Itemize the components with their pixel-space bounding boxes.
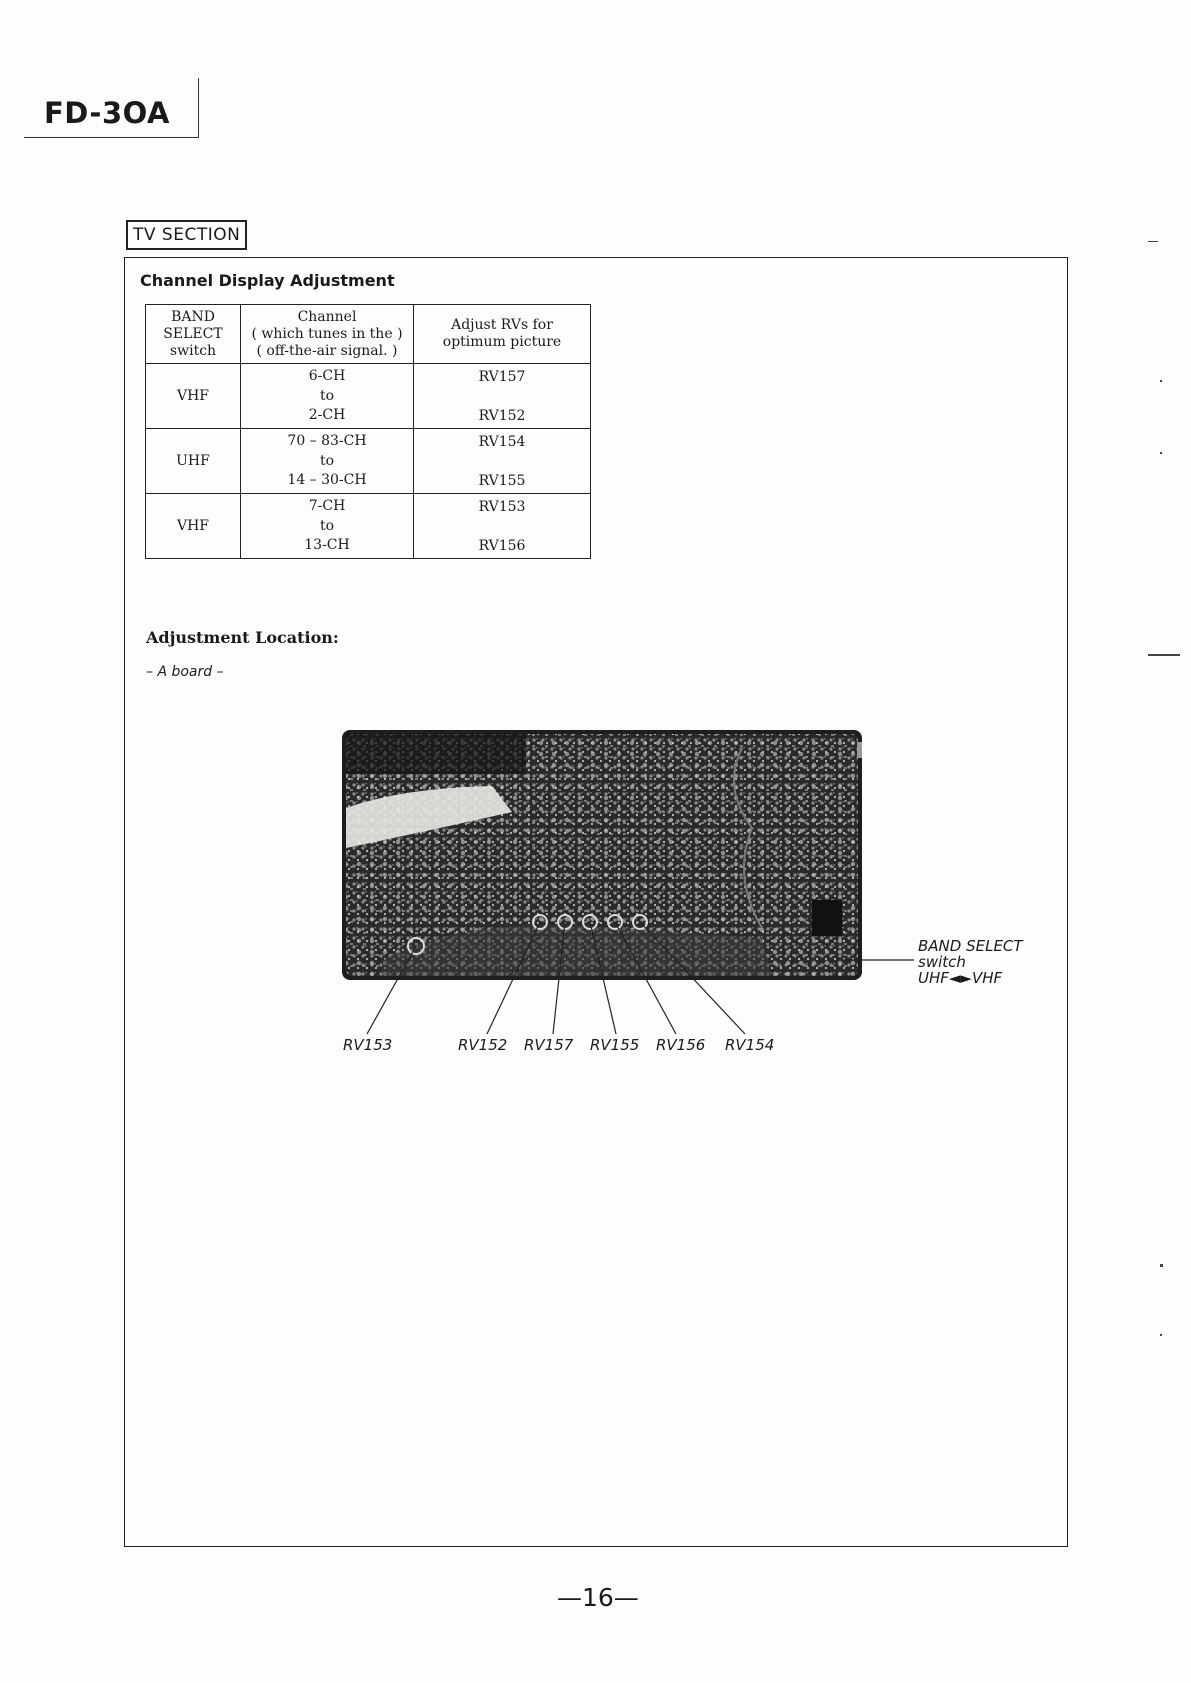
section-tag: TV SECTION	[126, 220, 247, 250]
rv-cell: RV153 RV156	[414, 494, 591, 559]
channel-cell: 7-CH to 13-CH	[241, 494, 414, 559]
model-number: FD-3OA	[44, 96, 170, 130]
rv-cell: RV157 RV152	[414, 364, 591, 429]
channel-cell: 6-CH to 2-CH	[241, 364, 414, 429]
page-number: —16—	[557, 1583, 639, 1612]
label-rv155: RV155	[590, 1036, 640, 1054]
edge-mark	[1160, 1264, 1163, 1267]
channel-adjustment-table	[145, 304, 591, 559]
label-rv154: RV154	[725, 1036, 775, 1054]
label-rv152: RV152	[458, 1036, 508, 1054]
label-rv153: RV153	[343, 1036, 393, 1054]
circuit-board-photo	[342, 728, 862, 980]
header-adjust: Adjust RVs for optimum picture	[414, 305, 591, 364]
edge-mark	[1160, 452, 1162, 454]
table-header-row	[146, 305, 591, 364]
band-cell: UHF	[146, 429, 241, 494]
band-cell: VHF	[146, 494, 241, 559]
table-row	[146, 364, 591, 429]
edge-mark	[1148, 654, 1180, 656]
band-cell: VHF	[146, 364, 241, 429]
table-row	[146, 429, 591, 494]
label-rv156: RV156	[656, 1036, 706, 1054]
board-label: – A board –	[146, 664, 224, 680]
edge-mark	[1148, 241, 1158, 242]
header-channel: Channel ( which tunes in the ) ( off-the-air signal. )	[241, 305, 414, 364]
channel-cell: 70 – 83-CH to 14 – 30-CH	[241, 429, 414, 494]
edge-mark	[1160, 380, 1162, 382]
band-select-switch-label: BAND SELECT switch UHF◄►VHF	[918, 937, 1023, 987]
table-row	[146, 494, 591, 559]
rv-cell: RV154 RV155	[414, 429, 591, 494]
header-rule-vertical	[198, 78, 199, 138]
channel-display-heading: Channel Display Adjustment	[140, 271, 395, 290]
label-rv157: RV157	[524, 1036, 574, 1054]
header-band-select: BAND SELECT switch	[146, 305, 241, 364]
adjustment-location-heading: Adjustment Location:	[146, 628, 339, 647]
edge-mark	[1160, 1334, 1162, 1336]
header-rule-horizontal	[24, 137, 199, 138]
